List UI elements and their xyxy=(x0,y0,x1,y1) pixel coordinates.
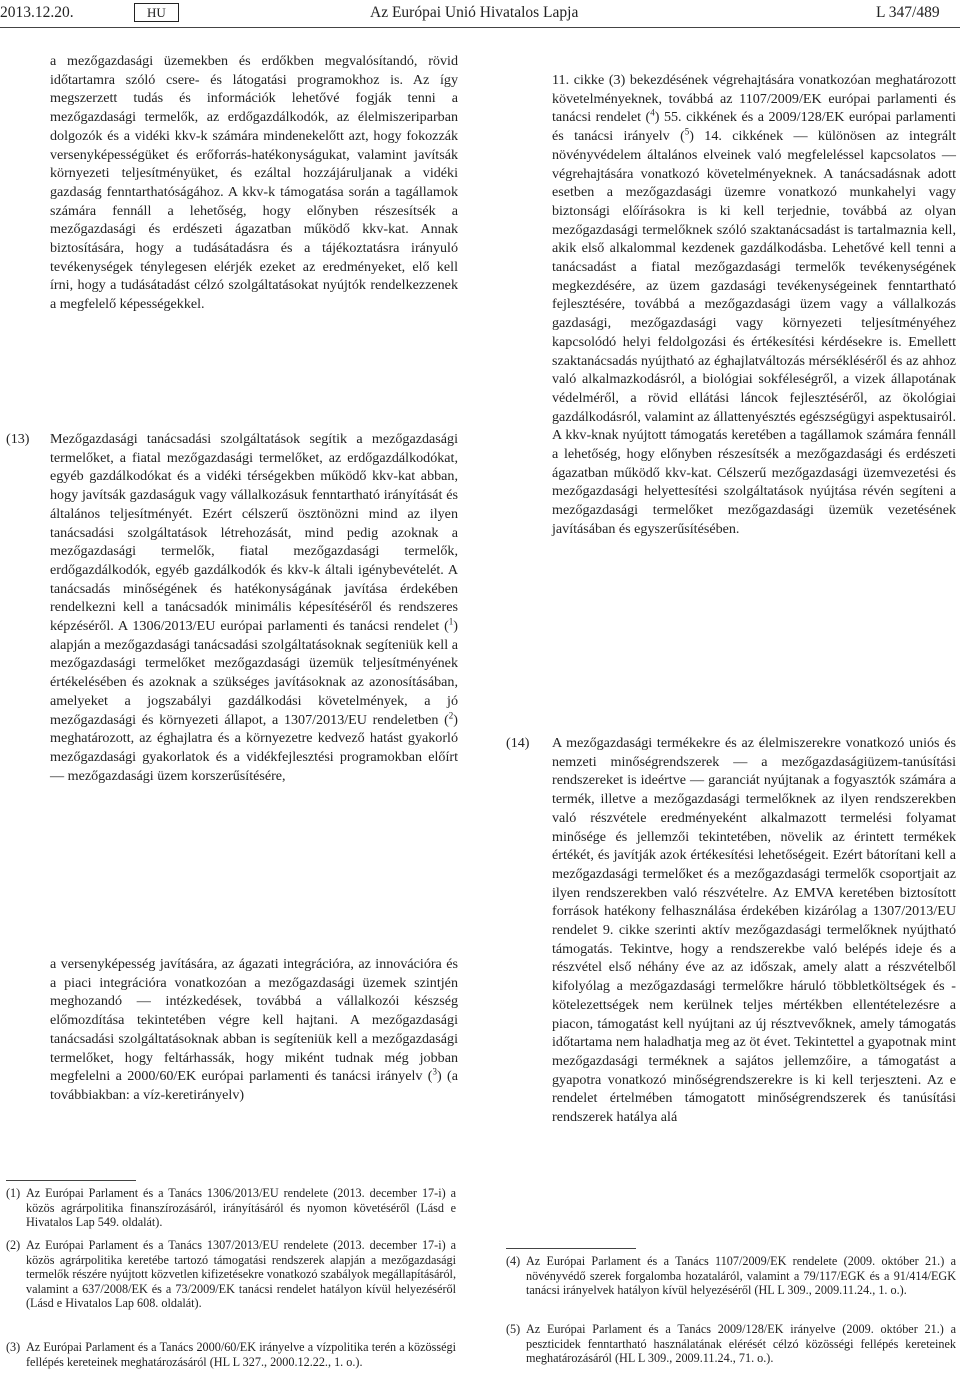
recital-14-paragraph xyxy=(552,734,956,1127)
left-intro-paragraph xyxy=(50,52,458,314)
footnote-text: Az Európai Parlament és a Tanács 1306/2013/EU rendelete (2013. december 17-i) a közös agrárpolitika finanszírozásáról, irányításáról és nyomon követéséről (Lásd e Hivatalos Lap 549. oldalát). xyxy=(26,1186,456,1230)
header-rule xyxy=(0,27,960,28)
recital-number-14: (14) xyxy=(506,735,530,751)
footnote-ref-3[interactable]: 3 xyxy=(432,1066,437,1077)
recital-13-text-d: a versenyképesség javítására, az ágazati integrációra, az innovációra és a piaci integrációra vonatkozóan a mezőgazdasági üzemek szintjén meghozandó — intézkedések, továbbá a vállalkozói készség előmozdítása tekintetében végre kell hajtani. A mezőgazdasági tanácsadási szolgáltatásoknak abban is segíteniük kell a mezőgazdasági termelőket, hogy feltárhassák, hogy miként tudnak még jobban megfelelni a 2000/60/EK európai parlamenti és tanácsi irányelv ( xyxy=(50,956,458,1085)
footnote-rule-left xyxy=(6,1180,136,1181)
recital-13-text-a: Mezőgazdasági tanácsadási szolgáltatások segítik a mezőgazdasági termelőket, a fiatal mezőgazdasági termelőket, az erdőgazdálkodókat, egyéb gazdálkodókat és a vidéki térségekben működő kkv-kat abban, hogy javítsák gazdaságuk vagy vállalkozásuk fenntartható irányítását és általános teljesítményét. Ezért célszerű ösztönözni mind az ilyen tanácsadási szolgáltatások létrehozását, mind pedig azoknak a mezőgazdasági termelők, fiatal mezőgazdasági termelők, erdőgazdálkodók, egyéb gazdálkodók és kkv-k általi igénybevételét. A tanácsadás minőségének és hatékonyságának javítása érdekében rendelkezni kell a tanácsadók minimális képesítéséről és rendszeres képzéséről. A 1306/2013/EU európai parlamenti és tanácsi rendelet ( xyxy=(50,431,458,635)
language-badge: HU xyxy=(134,3,179,22)
footnote-mark: (2) xyxy=(6,1238,21,1252)
footnote-text: Az Európai Parlament és a Tanács 2009/128/EK irányelve (2009. október 21.) a peszticidek fenntartható használatának elérését célzó közösségi fellépés kereteinek meghatározásáról (HL L 309., 2009.11.24., 71. o.). xyxy=(526,1322,956,1366)
recital-13-text-b: ) alapján a mezőgazdasági tanácsadási szolgáltatásoknak segíteniük kell a mezőgazdasági termelőket mezőgazdasági üzemük teljesítményének értékelésében és azoknak a szükséges javításoknak az azonosításában, amelyeket a jogszabályi gazdálkodási követelmények, a jó mezőgazdasági és környezeti állapot, a 1307/2013/EU rendeletben ( xyxy=(50,618,458,728)
footnote-mark: (3) xyxy=(6,1340,21,1354)
recital-14-text: A mezőgazdasági termékekre és az élelmiszerekre vonatkozó uniós és nemzeti minőségrendszerek — a mezőgazdaságiüzem-tanúsítási rendszereket is ideértve — garanciát nyújtanak a fogyasztók számára a termék, illetve a mezőgazdasági termelőknek az ilyen rendszerekben való részvétele eredményeként alkalmazott termelési folyamat minősége és jellemzői tekintetében, növelik az érintett termékek értékét, és javítják azok értékesítési lehetőségeit. Ezért bátorítani kell a mezőgazdasági termelőket és a mezőgazdasági termelők csoportjait az ilyen rendszerekben való részvételre. Az EMVA keretében biztosított források hatékony felhasználása érdekében kizárólag a 1307/2013/EU rendelet 9. cikke szerinti aktív mezőgazdasági termelőknek nyújtható támogatás. Tekintve, hogy a rendszerekbe való belépés ideje és a részvétel első néhány éve az az időszak, amely alatt a részvételből kifolyólag a mezőgazdasági termelőkre háruló többletköltségek és -kötelezettségek nem kerülnek teljes mértékben ellentételezésre a piacon, támogatást kell nyújtani az új résztvevőknek, amely támogatás időtartama nem haladhatja meg az öt évet. Tekintettel a gyapotnak mint mezőgazdasági terméknek a sajátos jellemzőire, a támogatást a gyapotra vonatkozó minőségrendszerekre is ki kell terjeszteni. Az e rendelet értelmében támogatott minőségrendszerek és tanúsítási rendszerek hatálya alá xyxy=(552,735,956,1126)
page-reference: L 347/489 xyxy=(876,4,940,21)
recital-number-13: (13) xyxy=(6,431,30,447)
recital-13-continuation xyxy=(50,955,458,1105)
continuation-text-c: ) 14. cikkének — különösen az integrált növényvédelem általános elveinek való megfeleléssel kapcsolatos — végrehajtására vonatkozó követelményeknek. A tanácsadásnak adott esetben a mezőgazdasági üzemre vonatkozó munkahelyi vagy biztonsági előírásokra is ki kell terjednie, továbbá az olyan mezőgazdasági termelőknek szóló szaktanácsadást is tartalmaznia kell, akik első alkalommal kezdenek gazdálkodásba. Lehetővé kell tenni a tanácsadást a fiatal mezőgazdasági termelők tevékenységének megkezdésére, az üzem gazdasági tevékenységeinek fenntartható fejlesztésére, továbbá a mezőgazdasági üzem vagy a vállalkozás gazdasági, mezőgazdasági vagy környezeti teljesítményéhez kapcsolódó helyi feldolgozási és értékesítési kérdésekre is. Emellett szaktanácsadás nyújtható az éghajlatváltozás mérsékléséről és az ahhoz való alkalmazkodásról, a biológiai sokféleségről, a vizek állapotának védelméről, a rövid ellátási láncok fejlesztéséről, az ökológiai gazdálkodásról, valamint az állattenyésztés egészségügyi aspektusairól. A kkv-knak nyújtott támogatás keretében a tagállamok számára fennáll a lehetőség, hogy előnyben részesítsék a mezőgazdasági és erdészeti ágazatban működő kkv-kat. Célszerű mezőgazdasági üzemvezetési és mezőgazdasági helyettesítési szolgáltatások nyújtása révén segíteni a mezőgazdasági termelőket mezőgazdasági üzemük vezetésének javításában és egyszerűsítésében. xyxy=(552,128,956,537)
recital-13-text-e: ) (a továbbiakban: a víz-keretirányelv) xyxy=(50,1068,458,1103)
recital-13-text-c: ) meghatározott, az éghajlatra és a környezetre kedvező hatást gyakorló mezőgazdasági gyakorlatok és a vidékfejlesztési programokban előírt — mezőgazdasági üzem korszerűsítésére, xyxy=(50,711,458,784)
footnote-ref-1[interactable]: 1 xyxy=(448,616,454,627)
footnote-2 xyxy=(6,1238,456,1340)
footnote-ref-5[interactable]: 5 xyxy=(684,126,690,137)
continuation-text-a: 11. cikke (3) bekezdésének végrehajtására vonatkozóan meghatározott követelményeknek, továbbá az 1107/2009/EK európai parlamenti és tanácsi rendelet ( xyxy=(552,72,956,126)
footnote-1 xyxy=(6,1186,456,1229)
footnote-text: Az Európai Parlament és a Tanács 1307/2013/EU rendelete (2013. december 17-i) a közös agrárpolitika keretébe tartozó támogatási rendszerek alapján a mezőgazdasági termelők részére nyújtott közvetlen kifizetésekre vonatkozó szabályok megállapításáról, valamint a 637/2008/EK és a 73/2009/EK tanácsi rendelet hatályon kívül helyezéséről (Lásd e Hivatalos Lap 608. oldalát). xyxy=(26,1238,456,1311)
journal-title: Az Európai Unió Hivatalos Lapja xyxy=(370,4,579,21)
continuation-text-b: ) 55. cikkének és a 2009/128/EK európai parlamenti és tanácsi irányelv ( xyxy=(552,109,956,145)
right-continuation-paragraph xyxy=(552,71,956,539)
publication-date: 2013.12.20. xyxy=(0,4,74,21)
footnote-ref-2[interactable]: 2 xyxy=(448,709,454,720)
footnote-mark: (5) xyxy=(506,1322,521,1336)
footnote-text: Az Európai Parlament és a Tanács 1107/2009/EK rendelete (2009. október 21.) a növényvédő szerek forgalomba hozataláról, valamint a 79/117/EGK és a 91/414/EGK tanácsi irányelvek hatályon kívül helyezéséről (HL L 309., 2009.11.24., 1. o.). xyxy=(526,1254,956,1298)
footnote-text: Az Európai Parlament és a Tanács 2000/60/EK irányelve a vízpolitika terén a közösségi fellépés kereteinek meghatározásáról (HL L 327., 2000.12.22., 1. o.). xyxy=(26,1340,456,1369)
footnote-5 xyxy=(506,1322,956,1384)
footnote-mark: (1) xyxy=(6,1186,21,1200)
footnote-3 xyxy=(6,1340,456,1385)
footnote-rule-right xyxy=(506,1248,636,1249)
footnote-4 xyxy=(506,1254,956,1318)
recital-13-paragraph xyxy=(50,430,458,785)
footnote-mark: (4) xyxy=(506,1254,521,1268)
page-header xyxy=(0,0,960,26)
footnote-ref-4[interactable]: 4 xyxy=(650,107,655,118)
intro-text: a mezőgazdasági üzemekben és erdőkben megvalósítandó, rövid időtartamra szóló csere- és látogatási programokhoz is. Az így megszerzett tudás és információk lehetővé fogják tenni a mezőgazdasági termelők, az erdőgazdálkodók, az élelmiszeriparban dolgozók és a vidéki kkv-k számára mindenekelőtt azt, hogy fokozzák versenyképességüket és erőforrás-hatékonyságukat, valamint javítsák környezeti teljesítményüket, és ezáltal hozzájáruljanak a vidéki gazdaság fenntarthatóságához. A kkv-k támogatása során a tagállamok számára fennáll a lehetőség, hogy előnyben részesítsék a mezőgazdasági és erdészeti ágazatban működő kkv-kat. Annak biztosítására, hogy a tudásátadásra és a tájékoztatásra irányuló tevékenységek ténylegesen elérjék ezeket az eredményeket, elő kell írni, hogy a tudásátadást célzó szolgáltatásokat nyújtók rendelkezzenek a megfelelő képességekkel. xyxy=(50,53,458,313)
